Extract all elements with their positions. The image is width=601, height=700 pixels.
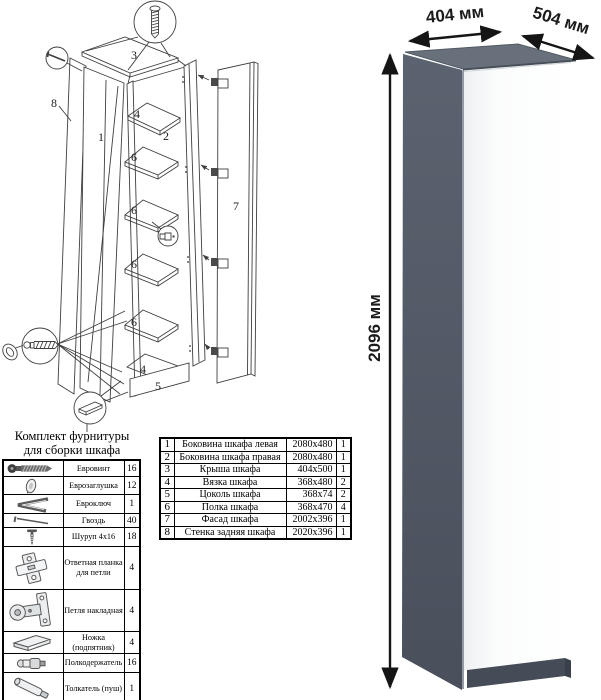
part-number: 3 (160, 464, 174, 477)
hardware-name: Полкодержатель (63, 654, 124, 673)
hardware-row (3, 460, 140, 477)
euro-screw-icon (5, 462, 59, 475)
part-qty: 2 (336, 489, 351, 502)
hardware-row (3, 528, 140, 547)
part-qty: 1 (336, 451, 351, 464)
part-size: 404x500 (286, 464, 336, 477)
hardware-row (3, 654, 140, 673)
parts-row (160, 526, 351, 539)
part-label-6a: 6 (131, 150, 137, 164)
hardware-qty: 12 (124, 477, 140, 495)
hardware-qty: 4 (124, 547, 140, 590)
hinge-icon (5, 591, 59, 631)
hardware-name: Гвоздь (63, 514, 124, 528)
foot-icon (5, 632, 59, 653)
parts-row (160, 464, 351, 477)
hardware-qty: 4 (124, 590, 140, 632)
part-size: 368x470 (286, 501, 336, 514)
hardware-row (3, 590, 140, 632)
exploded-diagram (0, 1, 258, 432)
part-name: Боковина шкафа правая (174, 451, 286, 464)
hardware-qty: 16 (124, 460, 140, 477)
hardware-row (3, 632, 140, 654)
part-label-6c: 6 (131, 257, 137, 271)
hardware-qty: 40 (124, 514, 140, 528)
part-qty: 1 (336, 464, 351, 477)
part-qty: 1 (336, 514, 351, 527)
part-size: 2020x396 (286, 526, 336, 539)
hardware-row (3, 495, 140, 514)
parts-list-table (159, 437, 352, 540)
hardware-kit-title-line2: для сборки шкафа (23, 442, 121, 457)
part-size: 2002x396 (286, 514, 336, 527)
hardware-kit-title (6, 430, 138, 457)
part-size: 368x480 (286, 476, 336, 489)
parts-row (160, 489, 351, 502)
detail-circle-shelf-pin (152, 222, 178, 246)
hardware-qty: 1 (124, 495, 140, 514)
part-number: 8 (160, 526, 174, 539)
diagram-left-side (80, 67, 124, 402)
width-dimension-label: 404 мм (424, 2, 485, 27)
screw-icon (5, 528, 59, 546)
depth-dimension-label: 504 мм (530, 2, 592, 39)
hardware-kit-title-line1: Комплект фурнитуры (14, 429, 130, 443)
part-size: 2080x480 (286, 438, 336, 451)
part-number: 4 (160, 476, 174, 489)
detail-circle-screw (134, 1, 176, 43)
hardware-name: Евроключ (63, 495, 124, 514)
hardware-kit-table (2, 459, 141, 700)
hardware-name: Еврозаглушка (63, 477, 124, 495)
wardrobe-side-panel (402, 54, 462, 690)
parts-row (160, 438, 351, 451)
push-opener-icon (5, 674, 59, 700)
part-label-3: 3 (131, 48, 137, 62)
part-label-5: 5 (155, 379, 161, 393)
part-name: Боковина шкафа левая (174, 438, 286, 451)
part-size: 368x74 (286, 489, 336, 502)
wardrobe-render (402, 44, 576, 690)
hardware-name: Шуруп 4x16 (63, 528, 124, 547)
part-label-4-top: 4 (134, 107, 140, 121)
part-number: 2 (160, 451, 174, 464)
part-name: Фасад шкафа (174, 514, 286, 527)
part-number: 7 (160, 514, 174, 527)
part-label-6b: 6 (131, 203, 137, 217)
part-label-7: 7 (233, 199, 239, 213)
part-name: Полка шкафа (174, 501, 286, 514)
width-arrow (410, 32, 500, 41)
part-size: 2080x480 (286, 451, 336, 464)
part-name: Вязка шкафа (174, 476, 286, 489)
shelf-pin-icon (5, 655, 59, 672)
euro-cap-icon (5, 478, 59, 494)
part-label-1: 1 (98, 130, 104, 144)
hardware-row (3, 547, 140, 590)
diagram-right-side (184, 60, 205, 366)
hardware-row (3, 514, 140, 528)
part-name: Стенка задняя шкафа (174, 526, 286, 539)
parts-row (160, 514, 351, 527)
part-number: 6 (160, 501, 174, 514)
part-qty: 2 (336, 476, 351, 489)
hardware-name: Ножка (подпятник) (63, 632, 124, 654)
part-number: 5 (160, 489, 174, 502)
hardware-row (3, 477, 140, 495)
hardware-qty: 4 (124, 632, 140, 654)
part-label-2: 2 (163, 129, 169, 143)
hardware-name: Толкатель (пуш) (63, 673, 124, 700)
wardrobe-door (464, 62, 571, 670)
height-dimension-label: 2096 мм (365, 294, 384, 362)
parts-row (160, 501, 351, 514)
hardware-qty: 16 (124, 654, 140, 673)
hardware-qty: 1 (124, 673, 140, 700)
nail-icon (5, 515, 59, 527)
hardware-name: Ответная планка для петли (63, 547, 124, 590)
parts-row (160, 451, 351, 464)
part-qty: 1 (336, 526, 351, 539)
parts-row (160, 476, 351, 489)
part-name: Крыша шкафа (174, 464, 286, 477)
part-label-4-bottom: 4 (140, 362, 146, 376)
hex-key-icon (5, 495, 59, 513)
part-label-8: 8 (51, 96, 57, 110)
hinge-plate-icon (5, 548, 59, 588)
part-qty: 4 (336, 501, 351, 514)
part-name: Цоколь шкафа (174, 489, 286, 502)
hardware-name: Петля накладная (63, 590, 124, 632)
part-qty: 1 (336, 438, 351, 451)
hardware-row (3, 673, 140, 700)
hardware-qty: 18 (124, 528, 140, 547)
part-number: 1 (160, 438, 174, 451)
part-label-6d: 6 (131, 315, 137, 329)
hardware-name: Евровинт (63, 460, 124, 477)
